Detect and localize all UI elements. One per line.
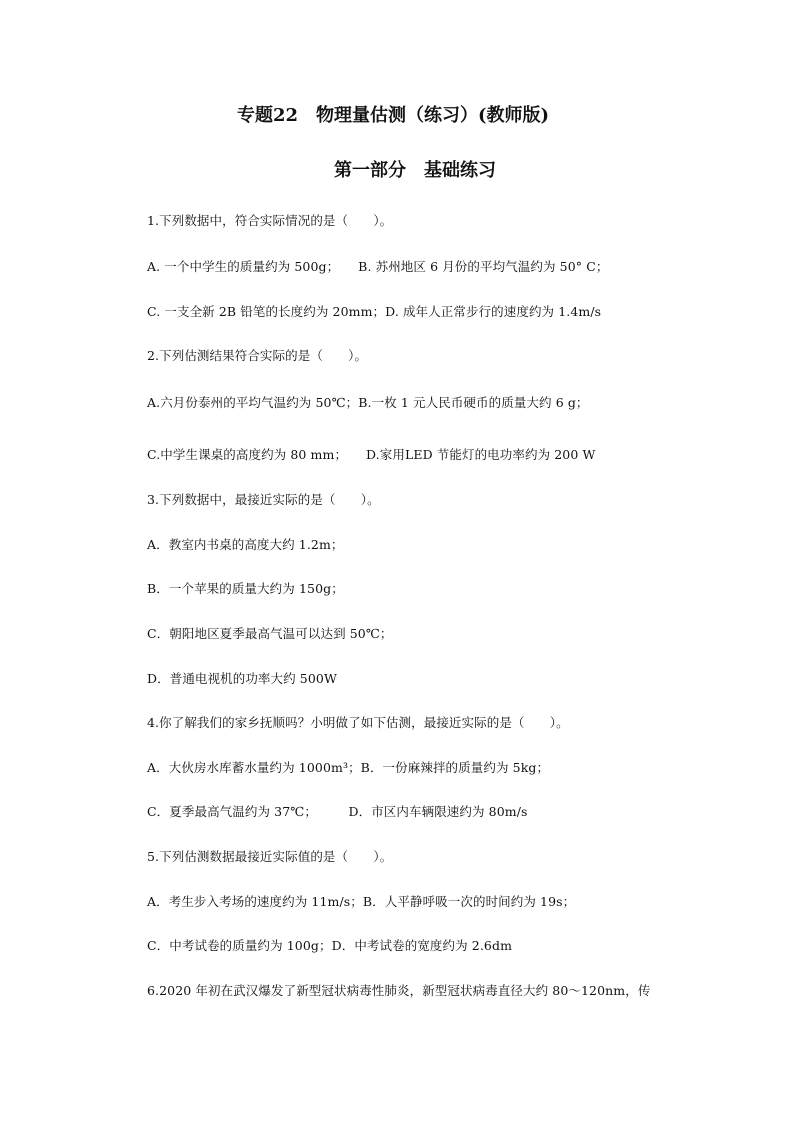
question-1-stem: 1.下列数据中，符合实际情况的是（ ）。 (147, 213, 393, 228)
question-3-option-d: D．普通电视机的功率大约 500W (147, 671, 337, 686)
section-title: 第一部分 基础练习 (334, 160, 496, 181)
document-title: 专题22 物理量估测（练习）(教师版) (236, 105, 550, 126)
question-1-options-line-1: A. 一个中学生的质量约为 500g； B. 苏州地区 6 月份的平均气温约为 50° C； (147, 259, 609, 274)
question-1-options-line-2: C. 一支全新 2B 铅笔的长度约为 20mm；D. 成年人正常步行的速度约为 1.4m/s (147, 304, 602, 319)
question-6-stem: 6.2020 年初在武汉爆发了新型冠状病毒性肺炎，新型冠状病毒直径大约 80～120nm，传 (147, 983, 651, 998)
question-2-options-line-2: C.中学生课桌的高度约为 80 mm； D.家用LED 节能灯的电功率约为 200 W (147, 447, 596, 462)
question-5-options-line-2: C．中考试卷的质量约为 100g；D．中考试卷的宽度约为 2.6dm (147, 938, 513, 953)
question-3-option-c: C．朝阳地区夏季最高气温可以达到 50℃； (147, 626, 393, 641)
question-4-options-line-1: A．大伙房水库蓄水量约为 1000m³；B．一份麻辣拌的质量约为 5kg； (147, 760, 550, 775)
question-3-option-b: B．一个苹果的质量大约为 150g； (147, 581, 344, 596)
question-5-stem: 5.下列估测数据最接近实际值的是（ ）。 (147, 849, 393, 864)
question-5-options-line-1: A．考生步入考场的速度约为 11m/s；B．人平静呼吸一次的时间约为 19s； (147, 894, 576, 909)
question-3-stem: 3.下列数据中，最接近实际的是（ ）。 (147, 492, 380, 507)
question-4-stem: 4.你了解我们的家乡抚顺吗？小明做了如下估测，最接近实际的是（ ）。 (147, 715, 569, 730)
question-2-options-line-1: A.六月份泰州的平均气温约为 50℃；B.一枚 1 元人民币硬币的质量大约 6 g； (147, 395, 589, 410)
question-3-option-a: A．教室内书桌的高度大约 1.2m； (147, 537, 344, 552)
question-2-stem: 2.下列估测结果符合实际的是（ ）。 (147, 348, 368, 363)
question-4-options-line-2: C．夏季最高气温约为 37℃； D．市区内车辆限速约为 80m/s (147, 804, 528, 819)
